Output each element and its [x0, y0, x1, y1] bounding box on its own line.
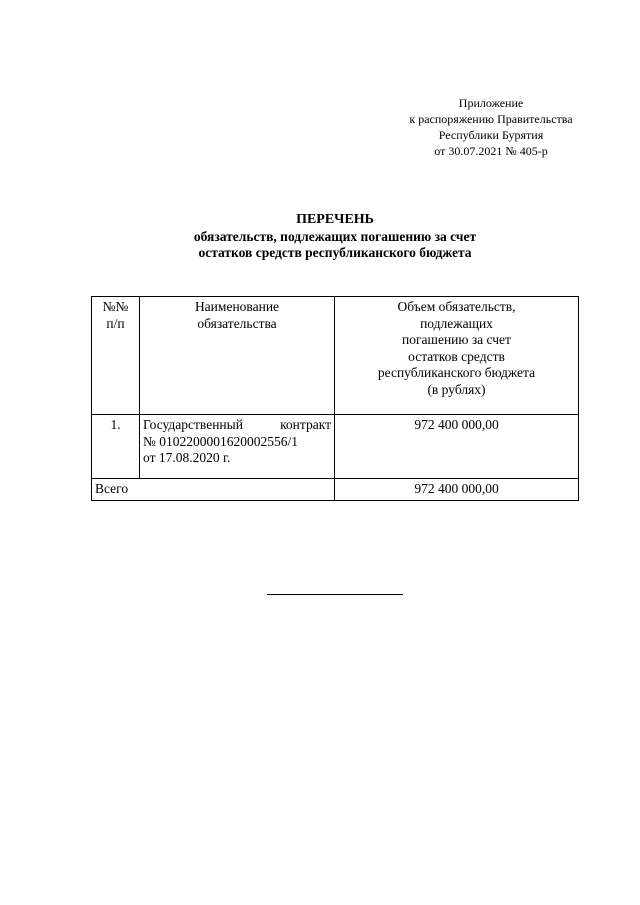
header-text: №№: [102, 299, 129, 314]
table-row: [92, 415, 579, 479]
header-text: республиканского бюджета: [377, 365, 536, 380]
annex-line: Приложение: [458, 96, 524, 110]
header-text: Объем обязательств,: [397, 299, 516, 314]
name-line: от 17.08.2020 г.: [143, 450, 231, 465]
table-header-row: [92, 297, 579, 415]
header-text: Наименование: [194, 299, 280, 314]
annex-date-line: от 30.07.2021 № 405-р: [434, 144, 548, 158]
row-name-cell: [140, 415, 335, 479]
name-line: [143, 417, 331, 434]
table-total-row: [92, 479, 579, 501]
header-text: (в рублях): [427, 381, 486, 397]
closing-divider-line: [267, 594, 403, 595]
title-main: ПЕРЕЧЕНЬ: [296, 212, 374, 227]
header-num: [92, 297, 140, 415]
header-text: остатков средств: [408, 348, 505, 364]
header-text: обязательства: [197, 315, 277, 331]
document-title: [0, 212, 640, 262]
header-text: п/п: [106, 315, 125, 331]
annex-line: к распоряжению Правительства: [409, 112, 573, 126]
name-word: Государственный: [143, 417, 243, 432]
title-line: остатков средств республиканского бюджета: [198, 245, 472, 260]
total-label-cell: Всего: [92, 479, 335, 501]
row-volume-cell: 972 400 000,00: [335, 415, 579, 479]
header-name: [140, 297, 335, 415]
obligations-table: [91, 296, 579, 501]
header-text: погашению за счет: [402, 332, 511, 347]
annex-line: Республики Бурятия: [438, 128, 544, 142]
header-text: подлежащих: [420, 315, 493, 331]
header-volume: [335, 297, 579, 415]
title-line: обязательств, подлежащих погашению за счет: [193, 228, 477, 244]
annex-block: [372, 95, 610, 159]
total-volume-cell: 972 400 000,00: [335, 479, 579, 501]
name-word: контракт: [280, 417, 331, 432]
name-line: № 0102200001620002556/1: [143, 433, 299, 449]
row-num-cell: 1.: [92, 415, 140, 479]
